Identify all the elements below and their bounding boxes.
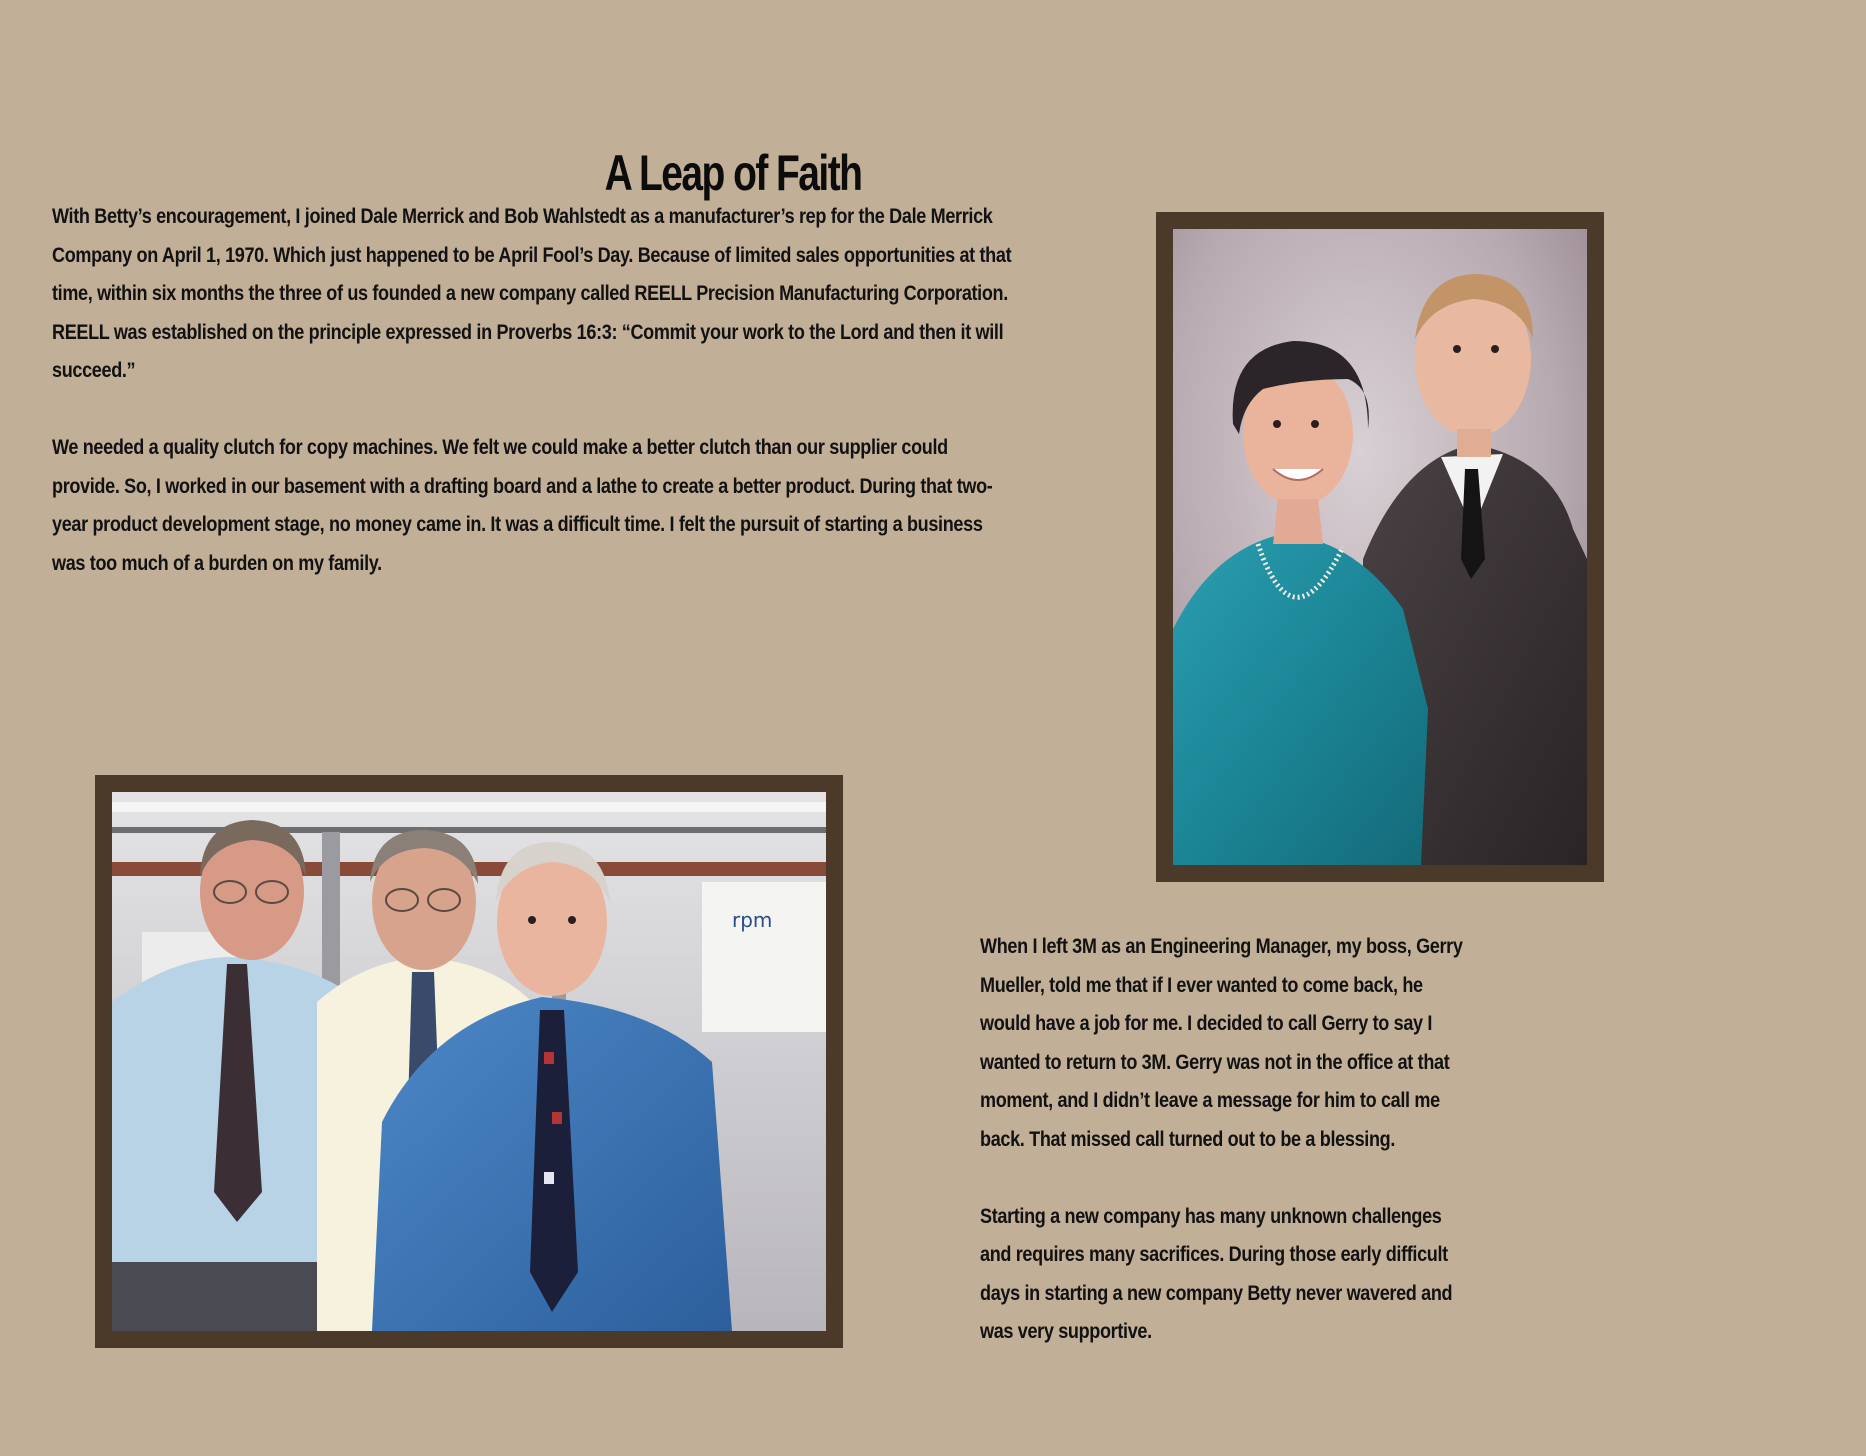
page-title: A Leap of Faith (604, 144, 862, 201)
right-text-column (980, 928, 1475, 1352)
left-text-column (52, 198, 1015, 583)
paragraph: With Betty’s encouragement, I joined Dale Merrick and Bob Wahlstedt as a manufacturer’s rep for the Dale Merrick Company on April 1, 1970. Which just happened to be April Fool’s Day. Because of limited sales opportunities at that time, within six months the three of us founded a new company called REELL Precision Manufacturing Corporation. REELL was established on the principle expressed in Proverbs 16:3: “Commit your work to the Lord and then it will succeed.” (52, 205, 1012, 382)
couple-portrait-photo (1173, 229, 1587, 865)
paragraph: We needed a quality clutch for copy machines. We felt we could make a better clutch than our supplier could provide. So, I worked in our basement with a drafting board and a lathe to create a better product. During that two-year product development stage, no money came in. It was a difficult time. I felt the pursuit of starting a business was too much of a burden on my family. (52, 436, 993, 575)
founders-photo-frame (95, 775, 843, 1348)
paragraph: When I left 3M as an Engineering Manager, my boss, Gerry Mueller, told me that if I ever wanted to come back, he would have a job for me. I decided to call Gerry to say I wanted to return to 3M. Gerry was not in the office at that moment, and I didn’t leave a message for him to call me back. That missed call turned out to be a blessing. (980, 935, 1463, 1151)
couple-photo-frame (1156, 212, 1604, 882)
paragraph: Starting a new company has many unknown challenges and requires many sacrifices. During those early difficult days in starting a new company Betty never wavered and was very supportive. (980, 1204, 1453, 1343)
three-founders-photo (112, 792, 826, 1331)
box-label: rpm (732, 908, 773, 932)
